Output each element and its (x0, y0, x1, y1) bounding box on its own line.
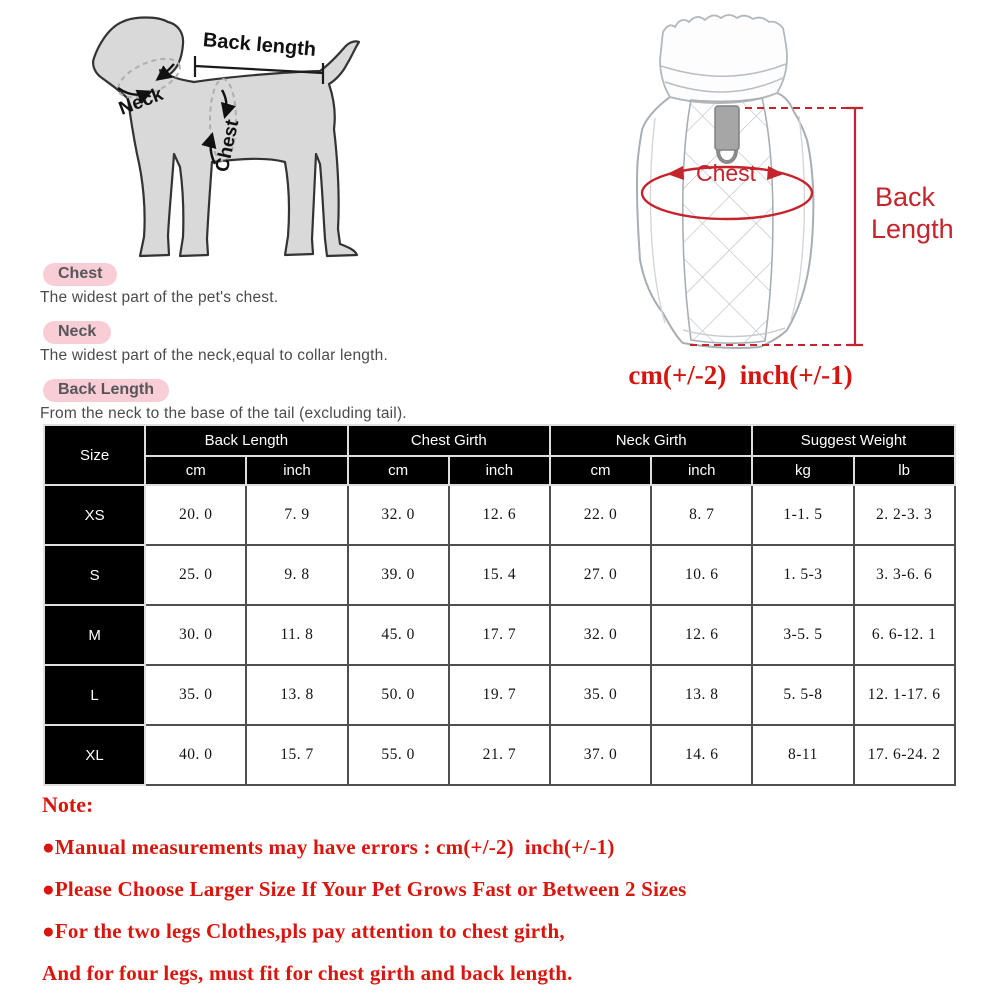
unit-header-cm: cm (145, 456, 246, 485)
leash-strap (715, 106, 739, 150)
measurement-cell: 10. 6 (651, 545, 752, 605)
note-line: ●Manual measurements may have errors : cm(+/-2) inch(+/-1) (42, 835, 615, 859)
back-length-vertical-line (847, 108, 863, 345)
measurement-cell: 2. 2-3. 3 (854, 485, 955, 545)
table-row (44, 665, 955, 725)
measurement-cell: 13. 8 (246, 665, 347, 725)
chest-definition-text: The widest part of the pet's chest. (40, 289, 279, 306)
size-cell: S (44, 545, 145, 605)
measurement-cell: 9. 8 (246, 545, 347, 605)
definition-chest (40, 263, 540, 307)
definition-back-length (40, 379, 540, 423)
size-chart (43, 424, 956, 786)
size-cell: M (44, 605, 145, 665)
measurement-cell: 32. 0 (348, 485, 449, 545)
definition-neck (40, 321, 540, 365)
measurement-cell: 35. 0 (145, 665, 246, 725)
jacket-sketch (595, 8, 1000, 358)
vest-fur-collar (660, 15, 787, 103)
dog-measurement-diagram (22, 4, 362, 264)
definitions-section (40, 263, 540, 437)
col-header-back-length: Back Length (145, 425, 347, 456)
unit-header-lb: lb (854, 456, 955, 485)
col-header-neck-girth: Neck Girth (550, 425, 752, 456)
measurement-cell: 1. 5-3 (752, 545, 853, 605)
measurement-cell: 17. 7 (449, 605, 550, 665)
measurement-cell: 22. 0 (550, 485, 651, 545)
measurement-cell: 37. 0 (550, 725, 651, 785)
unit-header-kg: kg (752, 456, 853, 485)
measurement-cell: 55. 0 (348, 725, 449, 785)
table-body (44, 485, 955, 785)
vest-chest-label: Chest (695, 160, 757, 186)
chest-label: Chest (211, 117, 244, 174)
col-header-chest-girth: Chest Girth (348, 425, 550, 456)
unit-header-cm: cm (550, 456, 651, 485)
measurement-cell: 12. 1-17. 6 (854, 665, 955, 725)
measurement-cell: 50. 0 (348, 665, 449, 725)
note-line: ●Please Choose Larger Size If Your Pet Grows Fast or Between 2 Sizes (42, 877, 687, 901)
tolerance-note: cm(+/-2) inch(+/-1) (628, 360, 853, 390)
neck-term-badge: Neck (43, 321, 111, 344)
measurement-cell: 40. 0 (145, 725, 246, 785)
measurement-cell: 8. 7 (651, 485, 752, 545)
measurement-cell: 13. 8 (651, 665, 752, 725)
measurement-cell: 19. 7 (449, 665, 550, 725)
measurement-cell: 30. 0 (145, 605, 246, 665)
note-line: And for four legs, must fit for chest girth and back length. (42, 961, 573, 985)
measurement-cell: 39. 0 (348, 545, 449, 605)
size-cell: XS (44, 485, 145, 545)
unit-header-inch: inch (246, 456, 347, 485)
measurement-cell: 11. 8 (246, 605, 347, 665)
notes-heading: Note: (42, 792, 94, 817)
measurement-cell: 1-1. 5 (752, 485, 853, 545)
table-row (44, 545, 955, 605)
measurement-cell: 15. 7 (246, 725, 347, 785)
measurement-cell: 12. 6 (651, 605, 752, 665)
back-length-definition-text: From the neck to the base of the tail (excluding tail). (40, 405, 407, 422)
table-header (44, 425, 955, 485)
table-row (44, 485, 955, 545)
measurement-cell: 7. 9 (246, 485, 347, 545)
table-row (44, 725, 955, 785)
size-cell: L (44, 665, 145, 725)
unit-header-cm: cm (348, 456, 449, 485)
back-length-term-badge: Back Length (43, 379, 169, 402)
neck-definition-text: The widest part of the neck,equal to collar length. (40, 347, 388, 364)
table-row (44, 605, 955, 665)
measurement-cell: 35. 0 (550, 665, 651, 725)
measurement-cell: 12. 6 (449, 485, 550, 545)
measurement-cell: 8-11 (752, 725, 853, 785)
measurement-cell: 20. 0 (145, 485, 246, 545)
notes-section (42, 792, 842, 986)
measurement-cell: 32. 0 (550, 605, 651, 665)
back-length-label: Back length (202, 29, 317, 61)
size-chart-table (43, 424, 956, 786)
measurement-cell: 45. 0 (348, 605, 449, 665)
measurement-cell: 3-5. 5 (752, 605, 853, 665)
measurement-cell: 21. 7 (449, 725, 550, 785)
note-line: ●For the two legs Clothes,pls pay attention to chest girth, (42, 919, 565, 943)
measurement-cell: 14. 6 (651, 725, 752, 785)
col-header-size: Size (44, 425, 145, 485)
measurement-cell: 3. 3-6. 6 (854, 545, 955, 605)
size-cell: XL (44, 725, 145, 785)
unit-header-inch: inch (449, 456, 550, 485)
neck-label: Neck (116, 83, 166, 120)
measurement-cell: 17. 6-24. 2 (854, 725, 955, 785)
chest-term-badge: Chest (43, 263, 117, 286)
measurement-cell: 27. 0 (550, 545, 651, 605)
vest-back-length-label: Back (875, 182, 936, 212)
vest-back-length-label: Length (871, 214, 954, 244)
measurement-cell: 15. 4 (449, 545, 550, 605)
unit-header-inch: inch (651, 456, 752, 485)
measurement-cell: 25. 0 (145, 545, 246, 605)
col-header-suggest-weight: Suggest Weight (752, 425, 954, 456)
measurement-cell: 5. 5-8 (752, 665, 853, 725)
measurement-cell: 6. 6-12. 1 (854, 605, 955, 665)
